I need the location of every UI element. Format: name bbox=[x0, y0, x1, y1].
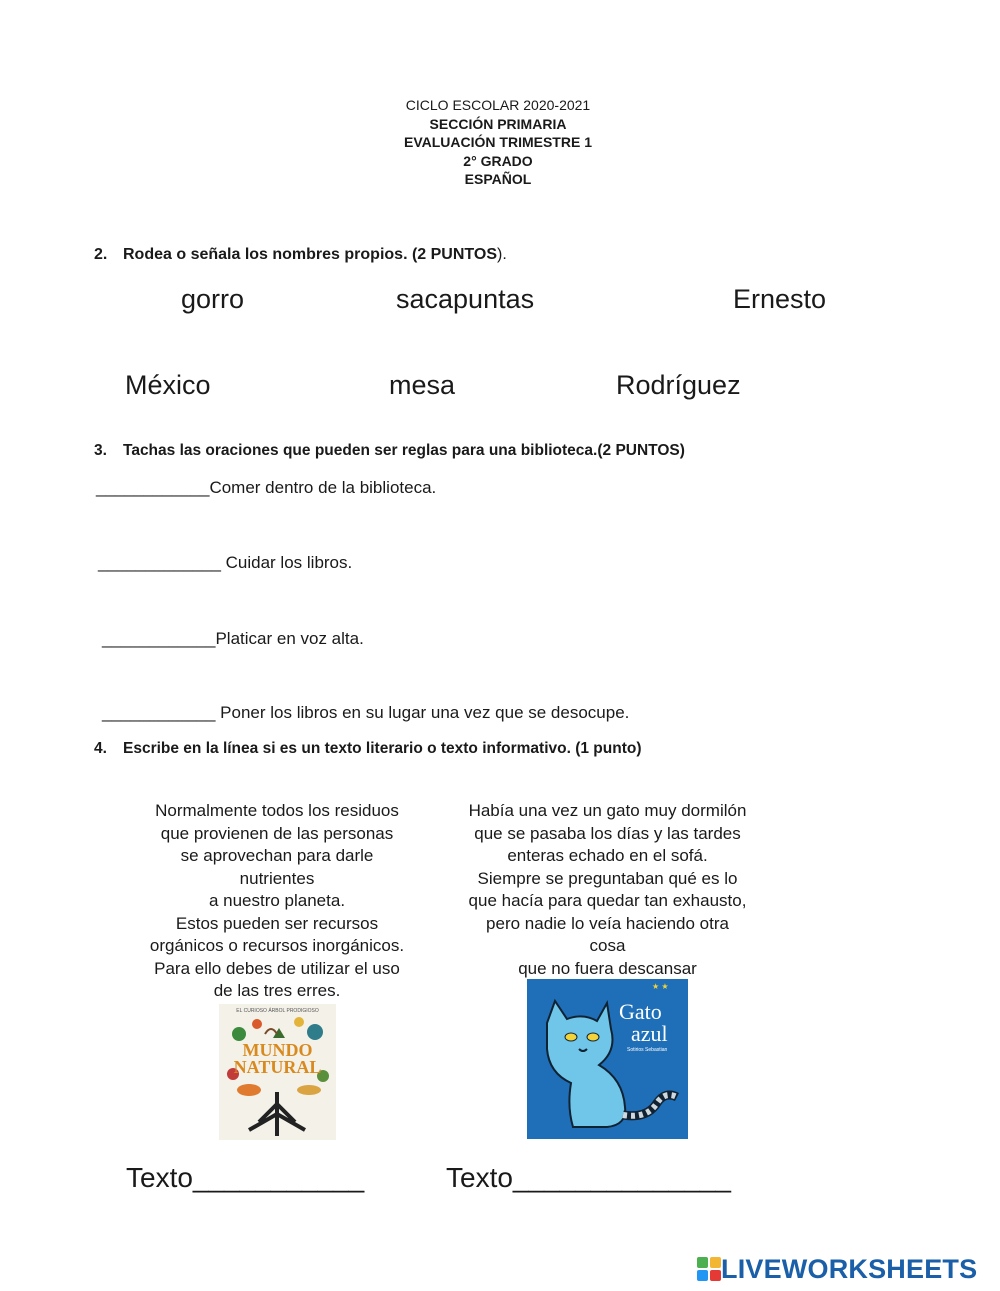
rule-item[interactable]: ____________Comer dentro de la biblioteca. bbox=[96, 478, 437, 497]
logo-text: LIVEWORKSHEETS bbox=[721, 1253, 978, 1284]
question-number: 3. bbox=[94, 442, 107, 459]
logo-blocks-icon bbox=[697, 1257, 721, 1281]
text-line: que se pasaba los días y las tardes bbox=[474, 823, 741, 843]
question-4-title bbox=[94, 740, 642, 758]
question-2-title bbox=[94, 246, 507, 264]
text-line: que no fuera descansar bbox=[518, 958, 697, 978]
question-number: 2. bbox=[94, 246, 108, 263]
section-title: SECCIÓN PRIMARIA bbox=[429, 115, 567, 132]
informative-text bbox=[118, 800, 436, 1003]
word-option[interactable]: sacapuntas bbox=[396, 284, 535, 314]
grade: 2° GRADO bbox=[463, 152, 533, 169]
rule-item[interactable]: ____________ Poner los libros en su lugar una vez que se desocupe. bbox=[102, 703, 630, 722]
text-line: que hacía para quedar tan exhausto, bbox=[468, 891, 747, 910]
word-option[interactable]: Ernesto bbox=[733, 284, 827, 314]
text-line: enteras echado en el sofá. bbox=[507, 846, 708, 865]
subject: ESPAÑOL bbox=[464, 171, 532, 187]
svg-text:★ ★: ★ ★ bbox=[652, 982, 669, 991]
cover-title-2: NATURAL bbox=[233, 1057, 322, 1077]
word-option[interactable]: Rodríguez bbox=[616, 370, 741, 400]
cover-title-1: Gato bbox=[619, 999, 662, 1024]
blue-cat-icon bbox=[527, 979, 688, 1139]
answer-line-left[interactable]: Texto___________ bbox=[126, 1162, 365, 1193]
rule-item[interactable]: _____________ Cuidar los libros. bbox=[98, 553, 353, 572]
text-line: Siempre se preguntaban qué es lo bbox=[477, 868, 738, 888]
rule-item[interactable]: ____________Platicar en voz alta. bbox=[102, 629, 364, 648]
word-option[interactable]: mesa bbox=[389, 370, 456, 400]
school-year: CICLO ESCOLAR 2020-2021 bbox=[405, 97, 591, 113]
text-line: Normalmente todos los residuos bbox=[155, 801, 399, 820]
word-option[interactable]: México bbox=[125, 370, 211, 400]
literary-text bbox=[440, 800, 775, 980]
text-line: a nuestro planeta. bbox=[208, 891, 346, 910]
text-line: Había una vez un gato muy dormilón bbox=[468, 801, 747, 820]
cover-author: Sotirios Sebastian bbox=[627, 1047, 668, 1053]
text-line: nutrientes bbox=[239, 868, 315, 888]
text-line: se aprovechan para darle bbox=[180, 846, 374, 865]
text-line: orgánicos o recursos inorgánicos. bbox=[149, 936, 405, 955]
text-line: pero nadie lo veía haciendo otra bbox=[486, 913, 729, 933]
question-text: Escribe en la línea si es un texto literario o texto informativo. (1 punto) bbox=[123, 740, 642, 757]
text-line: de las tres erres. bbox=[213, 981, 341, 1000]
text-line: Estos pueden ser recursos bbox=[175, 913, 379, 933]
cover-title-1: MUNDO bbox=[242, 1040, 313, 1060]
word-option[interactable]: gorro bbox=[181, 284, 245, 314]
cover-top-line: EL CURIOSO ÁRBOL PRODIGIOSO bbox=[236, 1008, 319, 1014]
book-cover-mundo-natural bbox=[219, 1004, 336, 1140]
answer-line-right[interactable]: Texto______________ bbox=[446, 1162, 731, 1193]
question-text: Rodea o señala los nombres propios. (2 PUNTOS bbox=[123, 246, 498, 263]
document-header bbox=[0, 96, 996, 189]
book-cover-gato-azul bbox=[527, 979, 688, 1139]
question-3-title bbox=[94, 442, 685, 460]
question-number: 4. bbox=[94, 740, 107, 757]
cover-title-2: azul bbox=[631, 1021, 668, 1046]
text-line: cosa bbox=[589, 936, 626, 955]
question-text: Tachas las oraciones que pueden ser reglas para una biblioteca.(2 PUNTOS) bbox=[123, 442, 685, 459]
question-text-end: ). bbox=[497, 246, 507, 263]
liveworksheets-logo bbox=[697, 1254, 977, 1284]
text-line: que provienen de las personas bbox=[160, 823, 394, 843]
evaluation-title: EVALUACIÓN TRIMESTRE 1 bbox=[404, 134, 592, 150]
text-line: Para ello debes de utilizar el uso bbox=[154, 958, 400, 978]
